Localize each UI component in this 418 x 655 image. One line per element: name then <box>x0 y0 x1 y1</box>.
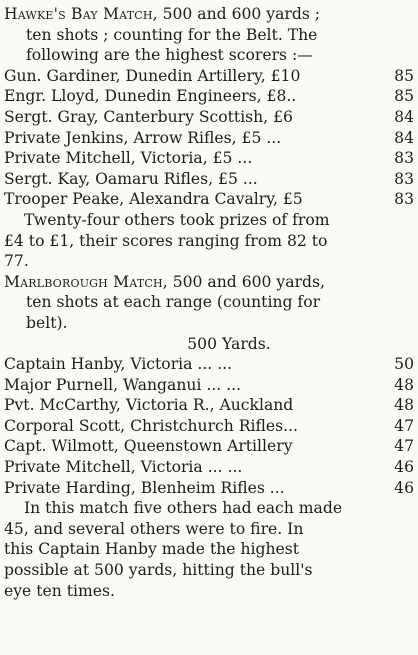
marlborough-line2: ten shots at each range (counting for <box>26 293 321 312</box>
scorer-name: Capt. Wilmott, Queenstown Artillery <box>4 437 293 456</box>
scorer-score: 84 <box>394 107 414 126</box>
scorer-row <box>4 128 414 149</box>
scorer-row <box>4 189 414 210</box>
hawkes-bay-title: Hawke's Bay Match <box>4 5 153 23</box>
scorer-row <box>4 148 414 169</box>
scorer-score: 85 <box>394 87 414 106</box>
scorer-score: 84 <box>394 128 414 147</box>
scorer-score: 48 <box>394 396 414 415</box>
scorer-score: 50 <box>394 355 414 374</box>
marlborough-note-line: eye ten times. <box>4 581 115 600</box>
scorer-name: Private Harding, Blenheim Rifles ... <box>4 478 285 497</box>
scorer-name: Corporal Scott, Christchurch Rifles... <box>4 416 299 435</box>
hawkes-bay-note-line1: Twenty-four others took prizes of from <box>24 210 330 229</box>
scorer-name: Private Jenkins, Arrow Rifles, £5 ... <box>4 128 282 147</box>
marlborough-line3: belt). <box>26 313 68 332</box>
scorer-row <box>4 86 414 107</box>
scorer-score: 83 <box>394 149 414 168</box>
scorer-name: Sergt. Gray, Canterbury Scottish, £6 <box>4 107 293 126</box>
scorer-row <box>4 395 414 416</box>
scorer-name: Private Mitchell, Victoria ... ... <box>4 458 243 477</box>
marlborough-intro: , 500 and 600 yards, <box>162 272 325 291</box>
scorer-score: 83 <box>394 190 414 209</box>
hawkes-bay-intro: , 500 and 600 yards ; <box>152 5 321 23</box>
scorer-row <box>4 375 414 396</box>
scorer-name: Trooper Peake, Alexandra Cavalry, £5 <box>4 190 303 209</box>
scorer-score: 48 <box>394 375 414 394</box>
scorer-score: 46 <box>394 458 414 477</box>
marlborough-heading-line <box>4 272 414 293</box>
marlborough-note-line: In this match five others had each made <box>24 499 343 518</box>
hawkes-bay-scorers <box>4 66 414 210</box>
scorer-score: 83 <box>394 169 414 188</box>
marlborough-scorers <box>4 354 414 498</box>
hawkes-bay-line2: ten shots ; counting for the Belt. The <box>26 25 318 44</box>
scorer-score: 85 <box>394 66 414 85</box>
scorer-score: 47 <box>394 416 414 435</box>
scorer-name: Engr. Lloyd, Dunedin Engineers, £8.. <box>4 87 297 106</box>
hawkes-bay-note-line2: £4 to £1, their scores ranging from 82 to <box>4 231 328 250</box>
scorer-row <box>4 416 414 437</box>
scorer-row <box>4 436 414 457</box>
hawkes-bay-line3: following are the highest scorers :— <box>26 46 313 65</box>
scorer-row <box>4 169 414 190</box>
scorer-score: 47 <box>394 437 414 456</box>
scorer-name: Sergt. Kay, Oamaru Rifles, £5 ... <box>4 169 258 188</box>
scorer-row <box>4 107 414 128</box>
marlborough-note-line: possible at 500 yards, hitting the bull's <box>4 561 313 580</box>
scorer-row <box>4 354 414 375</box>
marlborough-title: Marlborough Match <box>4 272 163 291</box>
scorer-name: Private Mitchell, Victoria, £5 ... <box>4 149 253 168</box>
marlborough-note-line: this Captain Hanby made the highest <box>4 540 300 559</box>
scorer-name: Major Purnell, Wanganui ... ... <box>4 375 242 394</box>
scorer-name: Pvt. McCarthy, Victoria R., Auckland <box>4 396 294 415</box>
scorer-name: Gun. Gardiner, Dunedin Artillery, £10 <box>4 66 301 85</box>
marlborough-note-line: 45, and several others were to fire. In <box>4 519 304 538</box>
scorer-row <box>4 66 414 87</box>
hawkes-bay-heading-line <box>4 4 414 25</box>
scorer-score: 46 <box>394 478 414 497</box>
range-heading: 500 Yards. <box>187 334 271 353</box>
scorer-row <box>4 478 414 499</box>
scorer-row <box>4 457 414 478</box>
scorer-name: Captain Hanby, Victoria ... ... <box>4 355 233 374</box>
hawkes-bay-note-line3: 77. <box>4 252 29 271</box>
